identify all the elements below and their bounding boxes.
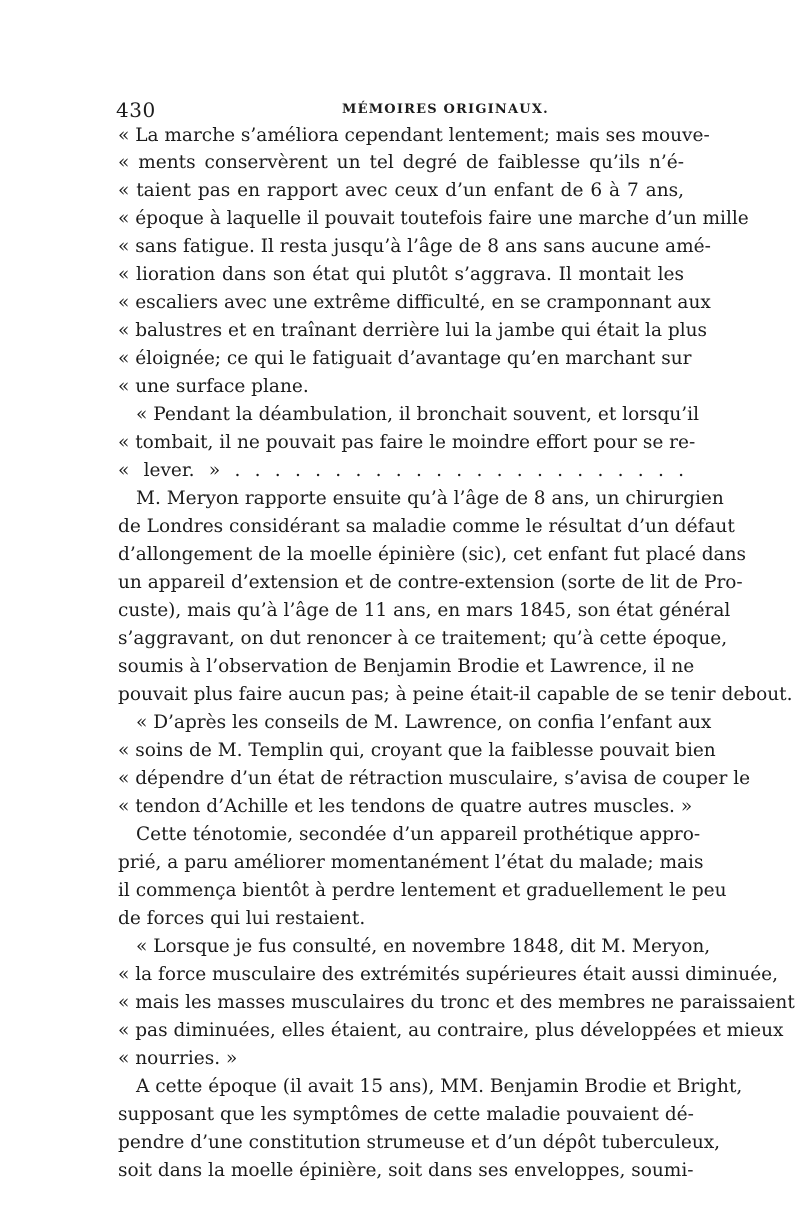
text-line: « soins de M. Templin qui, croyant que la faiblesse pouvait bien <box>118 740 716 761</box>
running-head: MÉMOIRES ORIGINAUX. <box>342 102 549 117</box>
text-line: Cette ténotomie, secondée d’un appareil prothétique appro- <box>136 824 701 845</box>
text-line: supposant que les symptômes de cette maladie pouvaient dé- <box>118 1104 694 1125</box>
text-line: custe), mais qu’à l’âge de 11 ans, en mars 1845, son état général <box>118 600 731 621</box>
text-line: s’aggravant, on dut renoncer à ce traitement; qu’à cette époque, <box>118 628 728 649</box>
text-line: pouvait plus faire aucun pas; à peine était-il capable de se tenir debout. <box>118 684 793 705</box>
text-line: « Lorsque je fus consulté, en novembre 1848, dit M. Meryon, <box>136 936 711 957</box>
text-line: d’allongement de la moelle épinière (sic), cet enfant fut placé dans <box>118 544 746 565</box>
text-line: « lioration dans son état qui plutôt s’aggrava. Il montait les <box>118 264 684 285</box>
text-line: soumis à l’observation de Benjamin Brodie et Lawrence, il ne <box>118 656 695 677</box>
text-line: de forces qui lui restaient. <box>118 908 366 929</box>
text-line: un appareil d’extension et de contre-extension (sorte de lit de Pro- <box>118 572 743 593</box>
text-line: prié, a paru améliorer momentanément l’état du malade; mais <box>118 852 704 873</box>
text-line: A cette époque (il avait 15 ans), MM. Benjamin Brodie et Bright, <box>136 1076 743 1097</box>
text-line: « une surface plane. <box>118 376 309 397</box>
text-line: pendre d’une constitution strumeuse et d’un dépôt tuberculeux, <box>118 1132 721 1153</box>
text-line: « D’après les conseils de M. Lawrence, on confia l’enfant aux <box>136 712 712 733</box>
text-line: « nourries. » <box>118 1048 238 1069</box>
text-line: de Londres considérant sa maladie comme le résultat d’un défaut <box>118 516 735 537</box>
text-line: « taient pas en rapport avec ceux d’un enfant de 6 à 7 ans, <box>118 180 684 201</box>
text-line: « ments conservèrent un tel degré de faiblesse qu’ils n’é- <box>118 152 684 173</box>
page-number: 430 <box>116 98 156 122</box>
text-line: « dépendre d’un état de rétraction musculaire, s’avisa de couper le <box>118 768 751 789</box>
text-line: « mais les masses musculaires du tronc et des membres ne paraissaient <box>118 992 795 1013</box>
text-line: « la force musculaire des extrémités supérieures était aussi diminuée, <box>118 964 778 985</box>
text-line: « tombait, il ne pouvait pas faire le moindre effort pour se re- <box>118 432 696 453</box>
text-line: « pas diminuées, elles étaient, au contraire, plus développées et mieux <box>118 1020 784 1041</box>
text-line: « époque à laquelle il pouvait toutefois faire une marche d’un mille <box>118 208 749 229</box>
text-line: « tendon d’Achille et les tendons de quatre autres muscles. » <box>118 796 693 817</box>
text-line: soit dans la moelle épinière, soit dans ses enveloppes, soumi- <box>118 1160 694 1181</box>
text-line: M. Meryon rapporte ensuite qu’à l’âge de 8 ans, un chirurgien <box>136 488 724 509</box>
text-line: « Pendant la déambulation, il bronchait souvent, et lorsqu’il <box>136 404 700 425</box>
text-line: « lever. » . . . . . . . . . . . . . . . . . . . . . . . <box>118 460 684 481</box>
text-line: il commença bientôt à perdre lentement et graduellement le peu <box>118 880 727 901</box>
text-line: « La marche s’améliora cependant lentement; mais ses mouve- <box>118 125 710 146</box>
text-line: « éloignée; ce qui le fatiguait d’avantage qu’en marchant sur <box>118 348 692 369</box>
text-line: « sans fatigue. Il resta jusqu’à l’âge de 8 ans sans aucune amé- <box>118 236 711 257</box>
text-line: « escaliers avec une extrême difficulté, en se cramponnant aux <box>118 292 711 313</box>
text-line: « balustres et en traînant derrière lui la jambe qui était la plus <box>118 320 708 341</box>
